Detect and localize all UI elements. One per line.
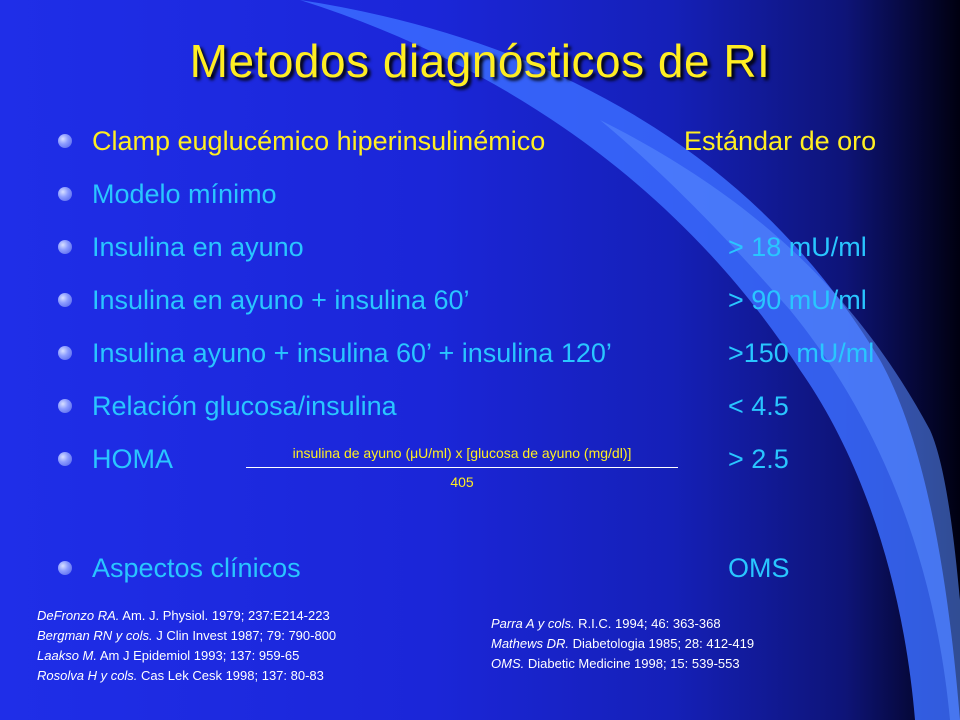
reference-author: DeFronzo RA.: [37, 608, 120, 623]
list-item: [0, 278, 960, 328]
reference-author: Mathews DR.: [491, 636, 570, 651]
item-value: > 18 mU/ml: [728, 232, 867, 262]
reference: [491, 654, 754, 674]
bullet-icon: [58, 187, 72, 201]
bullet-icon: [58, 293, 72, 307]
item-value: > 90 mU/ml: [728, 285, 867, 315]
item-value: < 4.5: [728, 391, 789, 421]
formula-denominator: 405: [450, 474, 474, 490]
reference-author: OMS.: [491, 656, 525, 671]
reference-citation: Diabetologia 1985; 28: 412-419: [569, 636, 755, 651]
item-label: Insulina ayuno + insulina 60’ + insulina 120’: [92, 338, 612, 368]
bullet-icon: [58, 561, 72, 575]
reference-citation: R.I.C. 1994; 46: 363-368: [574, 616, 721, 631]
references-right: [491, 614, 754, 674]
reference-citation: J Clin Invest 1987; 79: 790-800: [152, 628, 337, 643]
item-label: HOMA: [92, 444, 173, 474]
reference: [37, 666, 336, 686]
reference-citation: Cas Lek Cesk 1998; 137: 80-83: [137, 668, 324, 683]
list-item: [0, 384, 960, 434]
item-label: Aspectos clínicos: [92, 553, 301, 583]
reference: [37, 646, 336, 666]
item-label: Clamp euglucémico hiperinsulinémico: [92, 126, 546, 156]
reference-citation: Am. J. Physiol. 1979; 237:E214-223: [119, 608, 330, 623]
bullet-icon: [58, 399, 72, 413]
reference: [37, 606, 336, 626]
list-item: [0, 119, 960, 169]
references-left: [37, 606, 336, 686]
item-label: Insulina en ayuno: [92, 232, 304, 262]
reference-citation: Diabetic Medicine 1998; 15: 539-553: [524, 656, 740, 671]
list-item: [0, 331, 960, 381]
bullet-icon: [58, 452, 72, 466]
reference: [491, 634, 754, 654]
homa-formula: [232, 442, 692, 492]
reference-author: Bergman RN y cols.: [37, 628, 153, 643]
item-value: Estándar de oro: [684, 126, 877, 156]
item-label: Modelo mínimo: [92, 179, 277, 209]
item-label: Insulina en ayuno + insulina 60’: [92, 285, 470, 315]
reference-author: Parra A y cols.: [491, 616, 575, 631]
list-item: [0, 546, 960, 596]
list-item: [0, 225, 960, 275]
fraction-bar: [246, 467, 678, 468]
item-label: Relación glucosa/insulina: [92, 391, 397, 421]
reference: [491, 614, 754, 634]
item-value: > 2.5: [728, 444, 789, 474]
reference: [37, 626, 336, 646]
item-value: OMS: [728, 553, 790, 583]
bullet-icon: [58, 134, 72, 148]
formula-numerator: insulina de ayuno (μU/ml) x [glucosa de ayuno (mg/dl)]: [292, 445, 632, 461]
item-value: >150 mU/ml: [728, 338, 875, 368]
list-item: [0, 172, 960, 222]
bullet-icon: [58, 346, 72, 360]
reference-author: Rosolva H y cols.: [37, 668, 138, 683]
slide-title: Metodos diagnósticos de RI: [189, 35, 771, 87]
reference-author: Laakso M.: [37, 648, 97, 663]
reference-citation: Am J Epidemiol 1993; 137: 959-65: [96, 648, 300, 663]
bullet-icon: [58, 240, 72, 254]
